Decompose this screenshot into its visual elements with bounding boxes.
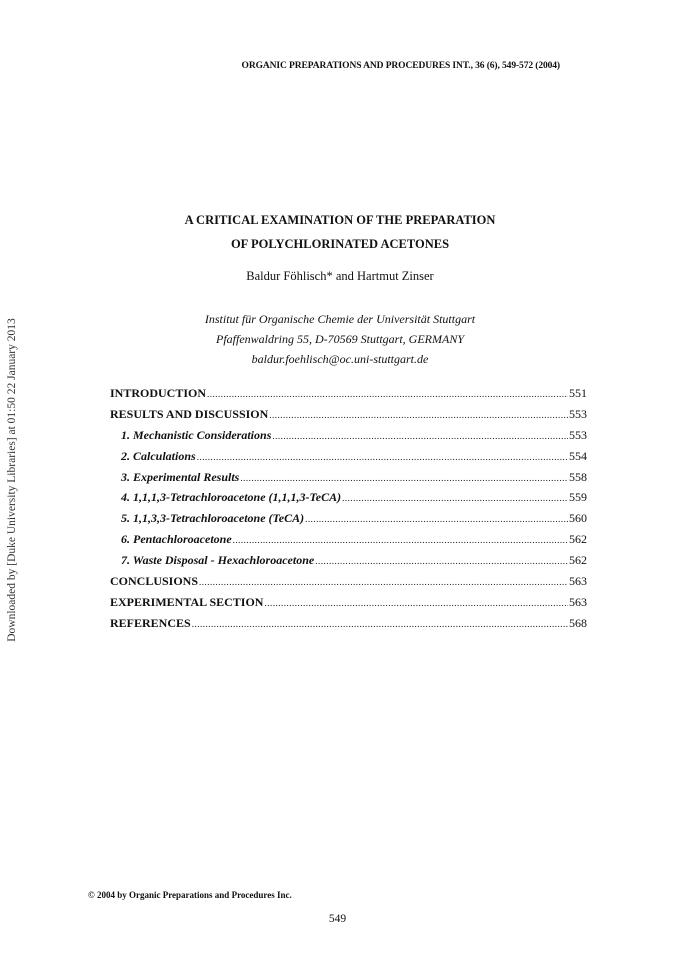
authors: Baldur Föhlisch* and Hartmut Zinser — [246, 269, 434, 283]
toc-entry-label: 5. 1,1,3,3-Tetrachloroacetone (TeCA) — [121, 511, 305, 526]
toc-leader-dots — [315, 556, 568, 566]
toc-subentry[interactable] — [110, 511, 587, 532]
toc-entry-label: RESULTS AND DISCUSSION — [110, 406, 269, 421]
toc-entry-page: 559 — [569, 490, 587, 505]
toc-entry-label: REFERENCES — [110, 615, 191, 630]
toc-entry-page: 554 — [569, 448, 587, 463]
affiliation-email[interactable]: baldur.foehlisch@oc.uni-stuttgart.de — [251, 352, 429, 366]
toc-entry[interactable] — [110, 386, 587, 407]
toc-leader-dots — [272, 431, 568, 441]
watermark-text: Downloaded by [Duke University Libraries] at 01:50 22 January 2013 — [6, 318, 18, 642]
affiliation-institute: Institut für Organische Chemie der Universität Stuttgart — [204, 312, 476, 326]
toc-leader-dots — [264, 598, 568, 608]
toc-entry-label: INTRODUCTION — [110, 386, 207, 400]
toc-leader-dots — [233, 535, 568, 545]
toc-subentry[interactable] — [110, 553, 587, 574]
toc-leader-dots — [192, 619, 568, 629]
toc-subentry[interactable] — [110, 428, 587, 449]
toc-entry-page: 553 — [569, 427, 587, 442]
toc-entry-page: 558 — [569, 469, 587, 484]
toc-entry-label: 2. Calculations — [121, 448, 196, 463]
toc-leader-dots — [342, 493, 568, 503]
toc-entry-label: CONCLUSIONS — [110, 574, 199, 589]
paper-title — [100, 208, 580, 256]
toc-entry-label: 3. Experimental Results — [121, 469, 240, 484]
toc-subentry[interactable] — [110, 490, 587, 511]
toc-subentry[interactable] — [110, 470, 587, 491]
copyright-notice: © 2004 by Organic Preparations and Procedures Inc. — [88, 890, 292, 900]
page-number: 549 — [328, 913, 347, 925]
affiliation-address: Pfaffenwaldring 55, D-70569 Stuttgart, GERMANY — [216, 332, 464, 346]
toc-entry-page: 560 — [569, 511, 587, 526]
toc-entry[interactable] — [110, 595, 587, 616]
toc-subentry[interactable] — [110, 449, 587, 470]
toc-entry-label: EXPERIMENTAL SECTION — [110, 594, 264, 609]
toc-entry-page: 568 — [569, 615, 587, 630]
toc-entry-page: 563 — [569, 594, 587, 609]
toc-subentry[interactable] — [110, 532, 587, 553]
table-of-contents — [110, 386, 587, 637]
toc-leader-dots — [269, 410, 568, 420]
toc-entry-page: 553 — [569, 406, 587, 421]
toc-entry[interactable] — [110, 574, 587, 595]
affiliation — [100, 309, 580, 369]
title-line-1: A CRITICAL EXAMINATION OF THE PREPARATION — [184, 213, 496, 227]
toc-leader-dots — [197, 452, 568, 462]
toc-entry-label: 6. Pentachloroacetone — [121, 532, 232, 547]
toc-entry[interactable] — [110, 407, 587, 428]
toc-entry-page: 562 — [569, 553, 587, 568]
toc-entry-page: 563 — [569, 574, 587, 589]
toc-entry[interactable] — [110, 616, 587, 637]
toc-leader-dots — [240, 473, 568, 483]
toc-entry-label: 4. 1,1,1,3-Tetrachloroacetone (1,1,1,3-TeCA) — [121, 490, 342, 505]
toc-entry-page: 551 — [569, 386, 587, 400]
toc-leader-dots — [207, 389, 568, 399]
journal-header: ORGANIC PREPARATIONS AND PROCEDURES INT., 36 (6), 549-572 (2004) — [241, 61, 560, 71]
toc-entry-label: 7. Waste Disposal - Hexachloroacetone — [121, 553, 315, 568]
toc-leader-dots — [305, 514, 568, 524]
toc-entry-page: 562 — [569, 532, 587, 547]
toc-entry-label: 1. Mechanistic Considerations — [121, 427, 272, 442]
toc-leader-dots — [199, 577, 568, 587]
title-line-2: OF POLYCHLORINATED ACETONES — [230, 237, 450, 251]
